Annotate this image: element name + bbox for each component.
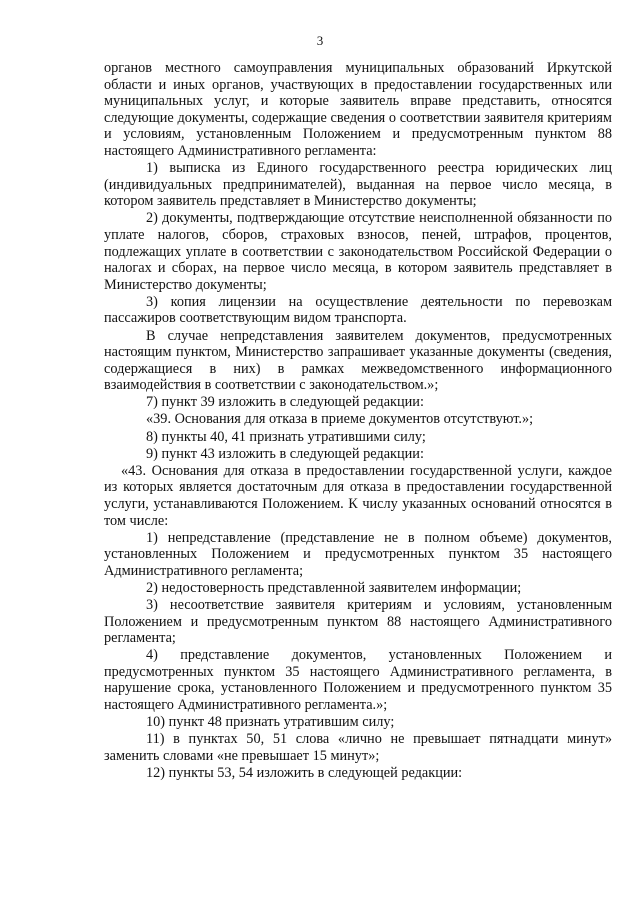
paragraph-amend-12: 12) пункты 53, 54 изложить в следующей редакции:: [146, 764, 463, 781]
paragraph-amend-10: 10) пункт 48 признать утратившим силу;: [146, 714, 395, 731]
page-number: 3: [316, 33, 324, 48]
paragraph-item-2: 2) документы, подтверждающие отсутствие неисполненной обязанности по уплате налогов, сборов, страховых взносов, пеней, штрафов, процентов, подлежащих уплате в соответствии с законодательством Российской Федерации о налогах и сборах, на первое число месяца, в котором заявитель представляет в Министерство документы;: [104, 210, 612, 293]
paragraph-amend-11: 11) в пунктах 50, 51 слова «лично не превышает пятнадцати минут» заменить словами «не превышает 15 минут»;: [104, 731, 612, 764]
paragraph-request-docs: В случае непредставления заявителем документов, предусмотренных настоящим пунктом, Министерство запрашивает указанные документы (сведения, содержащиеся в них) в рамках межведомственного информационного взаимодействия в соответствии с законодательством.»;: [104, 327, 612, 394]
paragraph-amend-8: 8) пункты 40, 41 признать утратившими силу;: [146, 428, 426, 445]
paragraph-continuation: органов местного самоуправления муниципальных образований Иркутской области и иных органов, участвующих в предоставлении государственных или муниципальных услуг, и которые заявитель вправе представить, относятся следующие документы, содержащие сведения о соответствии заявителя критериям и условиям, установленным Положением и предусмотренным пунктом 88 настоящего Административного регламента:: [104, 60, 612, 159]
paragraph-item-1: 1) выписка из Единого государственного реестра юридических лиц (индивидуальных предпринимателей), выданная на первое число месяца, в котором заявитель представляет в Министерство документы;: [104, 160, 612, 210]
paragraph-ground-1: 1) непредставление (представление не в полном объеме) документов, установленных Положением и предусмотренных пунктом 35 настоящего Административного регламента;: [104, 529, 612, 579]
paragraph-ground-2: 2) недостоверность представленной заявителем информации;: [146, 579, 522, 596]
document-body: [104, 60, 612, 782]
paragraph-ground-4: 4) представление документов, установленных Положением и предусмотренных пунктом 35 настоящего Административного регламента, в нарушение срока, установленного Положением и предусмотренного пунктом 35 настоящего Административного регламента.»;: [104, 647, 612, 714]
paragraph-point-39: «39. Основания для отказа в приеме документов отсутствуют.»;: [146, 411, 534, 428]
paragraph-amend-7: 7) пункт 39 изложить в следующей редакции:: [146, 394, 424, 411]
paragraph-ground-3: 3) несоответствие заявителя критериям и условиям, установленным Положением и предусмотренным пунктом 88 настоящего Административного регламента;: [104, 597, 612, 647]
paragraph-item-3: 3) копия лицензии на осуществление деятельности по перевозкам пассажиров соответствующим видом транспорта.: [104, 293, 612, 327]
paragraph-amend-9: 9) пункт 43 изложить в следующей редакции:: [146, 445, 424, 462]
paragraph-point-43: «43. Основания для отказа в предоставлении государственной услуги, каждое из которых является достаточным для отказа в предоставлении государственной услуги, устанавливаются Положением. К числу указанных оснований относятся в том числе:: [104, 462, 612, 529]
